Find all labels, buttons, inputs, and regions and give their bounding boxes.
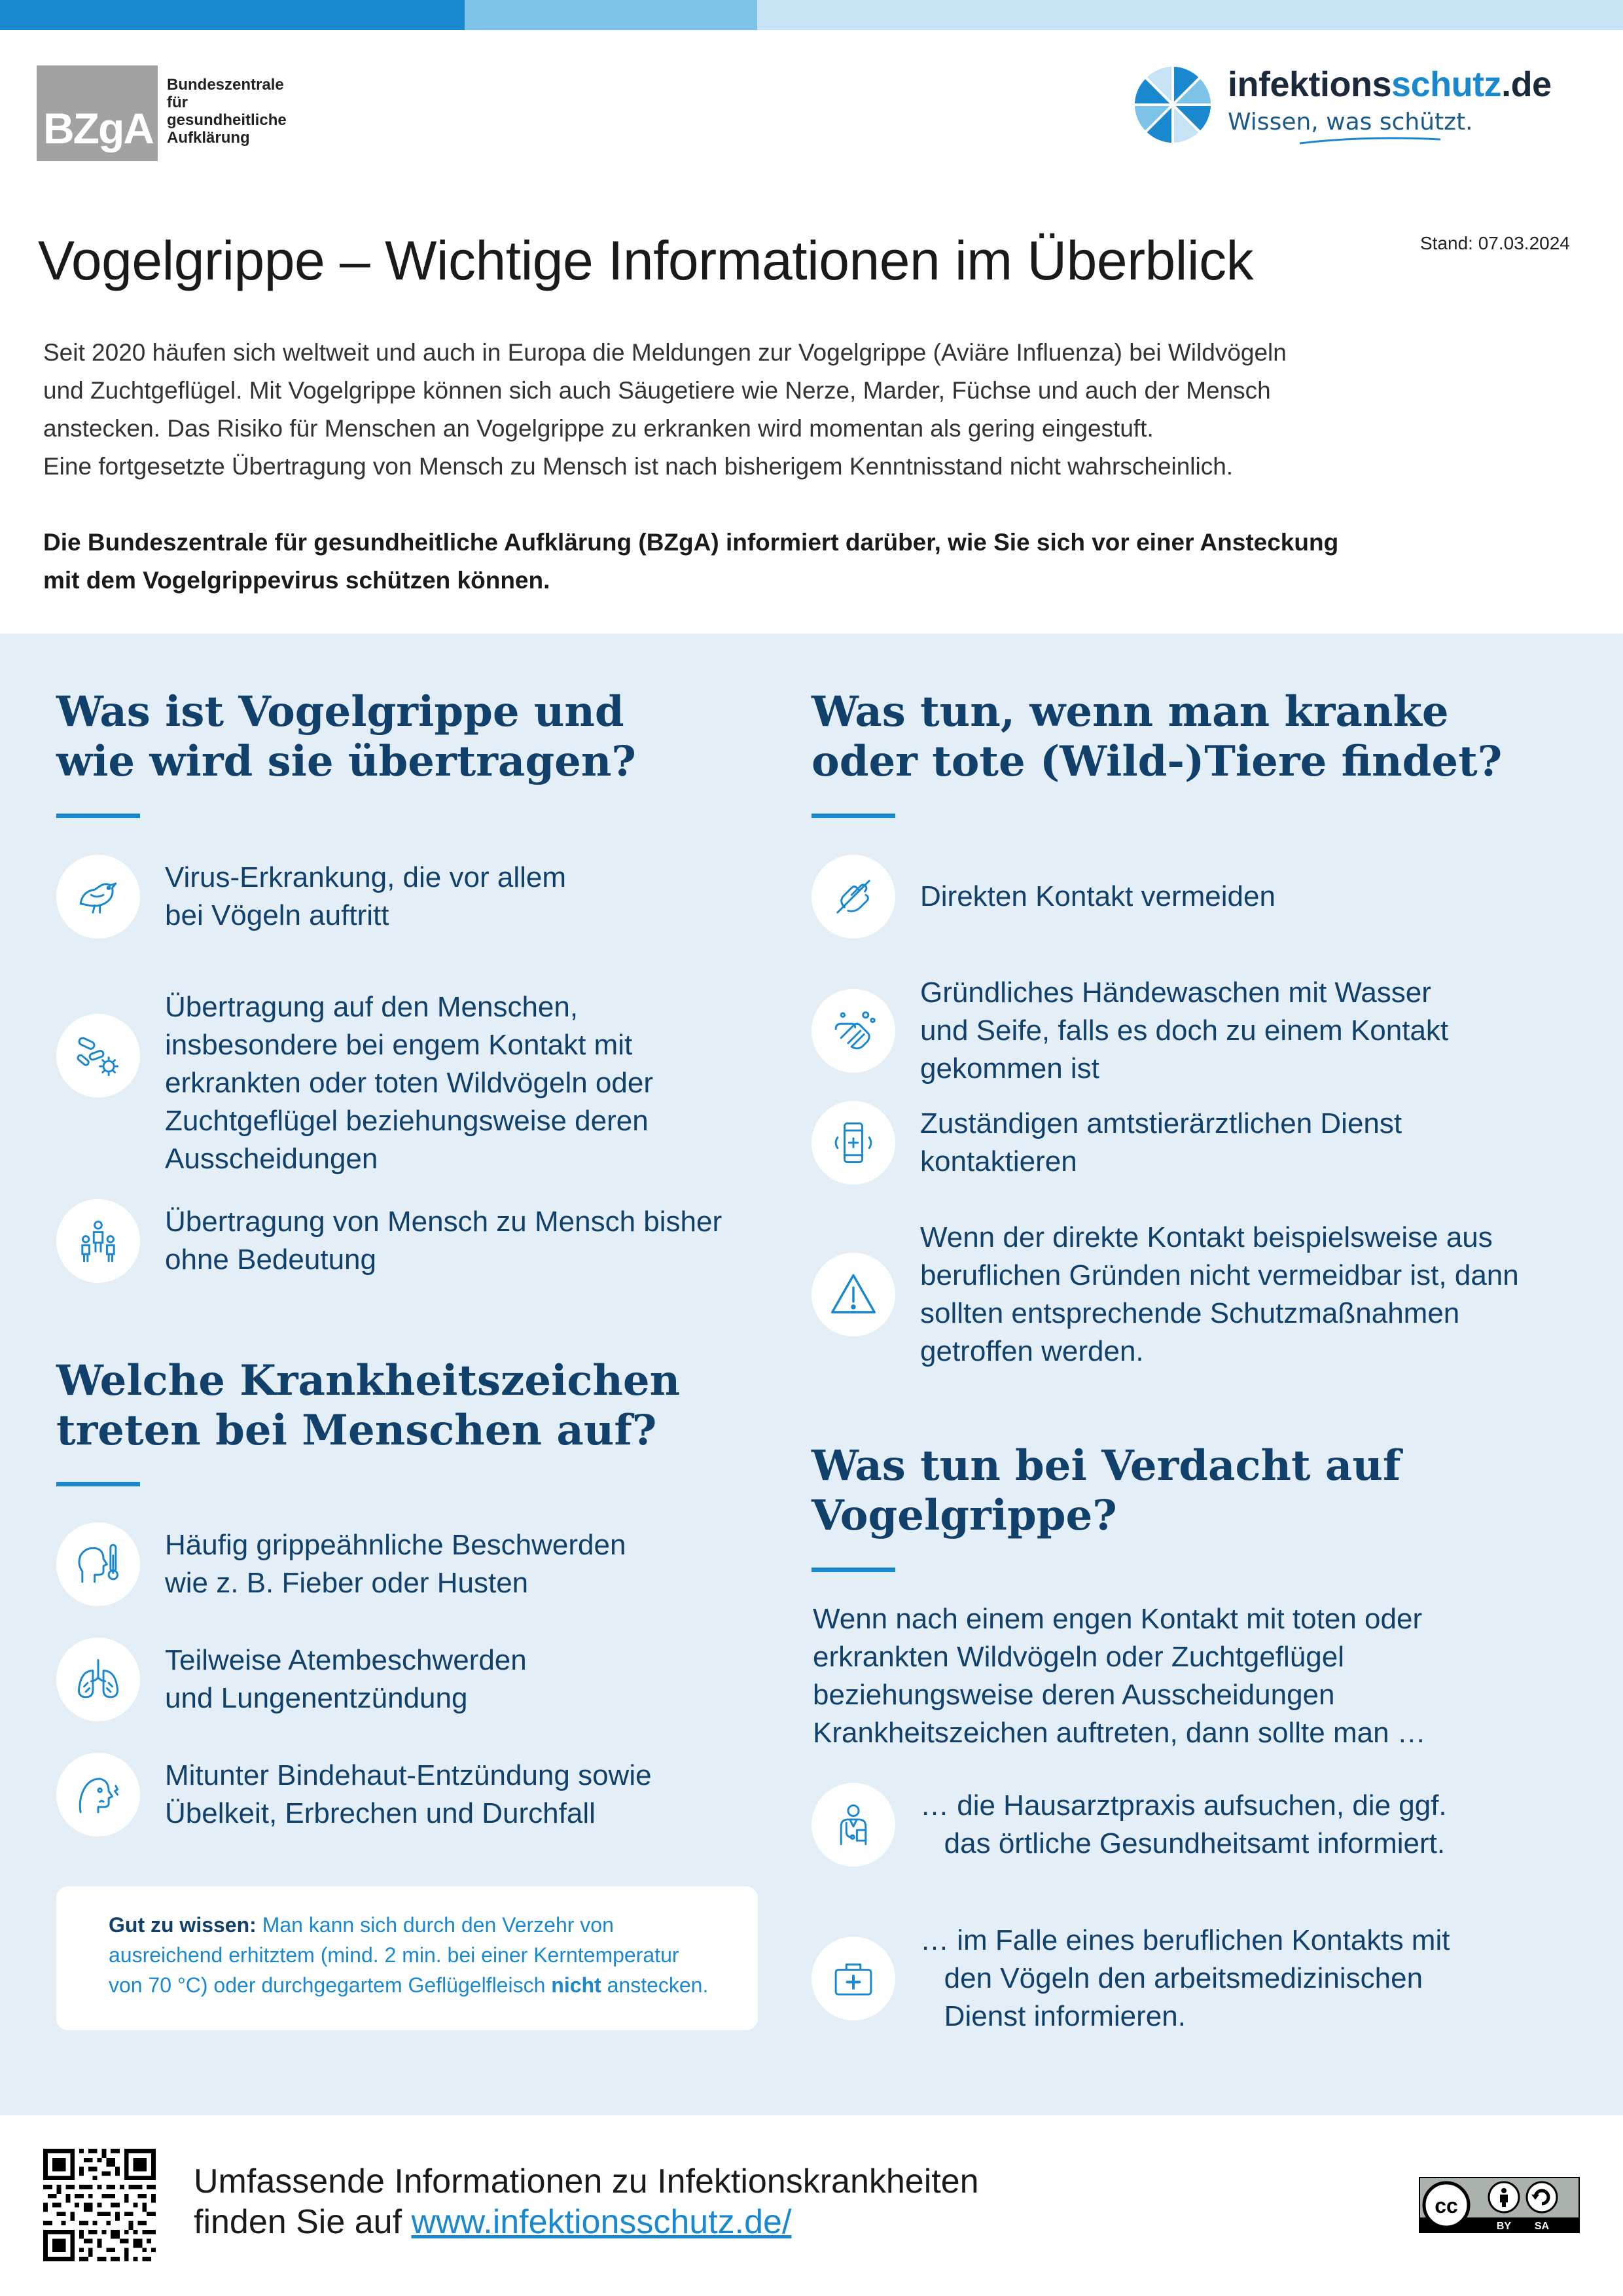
suspicion-intro-line: erkrankten Wildvögeln oder Zuchtgeflügel (813, 1641, 1345, 1673)
first-aid-icon (812, 1937, 895, 2020)
item-line: Übertragung von Mensch zu Mensch bisher (165, 1206, 722, 1238)
info-item-virus-disease (56, 855, 566, 939)
top-bar-segment-dark (0, 0, 465, 30)
site-name-part: infektions (1228, 64, 1392, 104)
no-touch-icon (812, 855, 895, 939)
license-sa-label: SA (1534, 2221, 1550, 2232)
handwash-icon (812, 989, 895, 1073)
warning-icon (812, 1253, 895, 1336)
heading-suspected-bird-flu (812, 1441, 1400, 1541)
suspicion-intro (813, 1600, 1426, 1752)
bzga-logo (37, 65, 311, 161)
footer-line: Umfassende Informationen zu Infektionskrankheiten (194, 2162, 979, 2200)
stand-date: Stand: 07.03.2024 (1420, 233, 1570, 253)
intro-bold-line: Die Bundeszentrale für gesundheitliche Aufklärung (BZgA) informiert darüber, wie Sie sich vor einer Ansteckung (43, 529, 1339, 556)
action-item-occupational-doctor (812, 1922, 1450, 2036)
item-line: Häufig grippeähnliche Beschwerden (165, 1529, 626, 1561)
heading-line: treten bei Menschen auf? (56, 1406, 657, 1455)
license-by-label: BY (1496, 2221, 1512, 2232)
note-line (109, 1910, 719, 1940)
heading-line: Welche Krankheitszeichen (56, 1356, 681, 1405)
symptom-item-breathing (56, 1638, 527, 1721)
intro-line: anstecken. Das Risiko für Menschen an Vogelgrippe zu erkranken wird momentan als gering eingestuft. (43, 415, 1154, 442)
slogan-swoosh-icon (1228, 134, 1444, 146)
heading-line: oder tote (Wild-)Tiere findet? (812, 737, 1503, 786)
bzga-logo-mark (37, 65, 158, 161)
action-item-protective-measures (812, 1219, 1519, 1371)
item-line: und Seife, falls es doch zu einem Kontakt (920, 1014, 1449, 1047)
heading-symptoms (56, 1356, 680, 1456)
top-bar-segment-light (757, 0, 1623, 30)
top-bar-segment-mid (465, 0, 757, 30)
suspicion-intro-line: Wenn nach einem engen Kontakt mit toten oder (813, 1603, 1423, 1635)
item-line: Direkten Kontakt vermeiden (920, 880, 1275, 912)
symptom-item-conjunctivitis (56, 1753, 652, 1837)
item-line: und Lungenentzündung (165, 1682, 468, 1714)
item-line: beruflichen Gründen nicht vermeidbar ist, dann (920, 1259, 1519, 1291)
note-lead: Gut zu wissen: (109, 1913, 257, 1937)
umbrella-wheel-icon (1132, 63, 1213, 147)
heading-underline (812, 814, 895, 818)
footer-text: finden Sie auf (194, 2203, 412, 2241)
note-line: ausreichend erhitztem (mind. 2 min. bei einer Kerntemperatur (109, 1943, 679, 1967)
suspicion-intro-line: beziehungsweise deren Ausscheidungen (813, 1679, 1335, 1711)
intro-bold-line: mit dem Vogelgrippevirus schützen können. (43, 567, 550, 594)
bzga-logo-text: BZgA (43, 104, 153, 152)
action-item-contact-vet (812, 1101, 1402, 1185)
intro-line: und Zuchtgeflügel. Mit Vogelgrippe können sich auch Säugetiere wie Nerze, Marder, Füchse und auch der Mensch (43, 377, 1271, 404)
infektionsschutz-logo (1132, 63, 1552, 147)
item-line: Zuständigen amtstierärztlichen Dienst (920, 1107, 1402, 1139)
bzga-org-line: gesundheitliche (167, 111, 287, 129)
intro-paragraph (43, 334, 1372, 486)
info-item-human-to-human (56, 1199, 722, 1283)
good-to-know-note (56, 1886, 758, 2030)
item-line: Zuchtgeflügel beziehungsweise deren (165, 1105, 649, 1137)
bzga-org-name (167, 76, 311, 147)
item-line: Mitunter Bindehaut-Entzündung sowie (165, 1759, 652, 1791)
action-item-wash-hands (812, 974, 1448, 1088)
footer-line (194, 2202, 979, 2242)
lungs-icon (56, 1638, 140, 1721)
item-line: gekommen ist (920, 1052, 1099, 1085)
svg-text:cc: cc (1435, 2194, 1458, 2217)
fever-icon (56, 1522, 140, 1606)
doctor-icon (812, 1783, 895, 1867)
item-line: getroffen werden. (920, 1335, 1144, 1367)
note-text: Man kann sich durch den Verzehr von (262, 1913, 614, 1937)
item-line: wie z. B. Fieber oder Husten (165, 1567, 529, 1599)
item-line: Gründliches Händewaschen mit Wasser (920, 977, 1431, 1009)
heading-what-to-do-found-animals (812, 687, 1502, 787)
site-name (1228, 64, 1552, 105)
heading-underline (56, 1482, 140, 1486)
item-line: das örtliche Gesundheitsamt informiert. (920, 1827, 1446, 1859)
qr-code-icon[interactable] (43, 2149, 156, 2261)
item-line: bei Vögeln auftritt (165, 899, 389, 931)
item-line: Übertragung auf den Menschen, (165, 991, 579, 1023)
item-line: den Vögeln den arbeitsmedizinischen (920, 1962, 1423, 1994)
site-name-part-accent: schutz (1391, 64, 1502, 104)
heading-underline (56, 814, 140, 818)
note-text: von 70 °C) oder durchgegartem Geflügelfleisch (109, 1973, 546, 1997)
bzga-org-line: Bundeszentrale (167, 76, 284, 94)
heading-underline (812, 1568, 895, 1572)
note-emphasis: nicht (551, 1973, 601, 1997)
info-item-transmission-to-humans (56, 988, 653, 1178)
sick-face-icon (56, 1753, 140, 1837)
bzga-org-line: für (167, 94, 188, 111)
bzga-org-line: Aufklärung (167, 129, 250, 147)
item-line: … im Falle eines beruflichen Kontakts mit (920, 1924, 1450, 1956)
page-title: Vogelgrippe – Wichtige Informationen im Überblick (38, 230, 1254, 291)
footer-info (194, 2161, 979, 2242)
bird-icon (56, 855, 140, 939)
item-line: Übelkeit, Erbrechen und Durchfall (165, 1797, 596, 1829)
item-line: … die Hausarztpraxis aufsuchen, die ggf. (920, 1789, 1447, 1821)
heading-line: Was tun, wenn man kranke (812, 687, 1449, 736)
action-item-avoid-contact (812, 855, 1275, 939)
phone-icon (812, 1101, 895, 1185)
item-line: erkrankten oder toten Wildvögeln oder (165, 1067, 653, 1099)
people-icon (56, 1199, 140, 1283)
item-line: Dienst informieren. (920, 2000, 1186, 2032)
item-line: kontaktieren (920, 1145, 1077, 1177)
cc-by-sa-license-icon (1419, 2177, 1580, 2233)
heading-what-is-bird-flu (56, 687, 636, 787)
item-line: Teilweise Atembeschwerden (165, 1644, 527, 1676)
heading-line: wie wird sie übertragen? (56, 737, 636, 786)
site-slogan: Wissen, was schützt. (1228, 108, 1473, 135)
virus-icon (56, 1014, 140, 1098)
heading-line: Was tun bei Verdacht auf (812, 1441, 1401, 1490)
intro-line: Seit 2020 häufen sich weltweit und auch in Europa die Meldungen zur Vogelgrippe (Aviäre Influenza) bei Wildvögeln (43, 339, 1287, 366)
item-line: ohne Bedeutung (165, 1244, 376, 1276)
item-line: Virus-Erkrankung, die vor allem (165, 861, 566, 893)
website-link[interactable]: www.infektionsschutz.de/ (411, 2203, 792, 2241)
item-line: Ausscheidungen (165, 1143, 378, 1175)
item-line: sollten entsprechende Schutzmaßnahmen (920, 1297, 1460, 1329)
symptom-item-flu-like (56, 1522, 626, 1606)
note-text: anstecken. (607, 1973, 709, 1997)
note-line (109, 1970, 719, 2000)
site-name-part: .de (1501, 64, 1552, 104)
top-color-bar (0, 0, 1623, 30)
intro-line: Eine fortgesetzte Übertragung von Mensch zu Mensch ist nach bisherigem Kenntnisstand nicht wahrscheinlich. (43, 453, 1234, 480)
suspicion-intro-line: Krankheitszeichen auftreten, dann sollte man … (813, 1717, 1426, 1749)
heading-line: Vogelgrippe? (812, 1491, 1117, 1540)
item-line: insbesondere bei engem Kontakt mit (165, 1029, 633, 1061)
heading-line: Was ist Vogelgrippe und (56, 687, 624, 736)
action-item-visit-doctor (812, 1783, 1447, 1867)
item-line: Wenn der direkte Kontakt beispielsweise aus (920, 1221, 1493, 1253)
intro-bold-paragraph (43, 524, 1372, 600)
